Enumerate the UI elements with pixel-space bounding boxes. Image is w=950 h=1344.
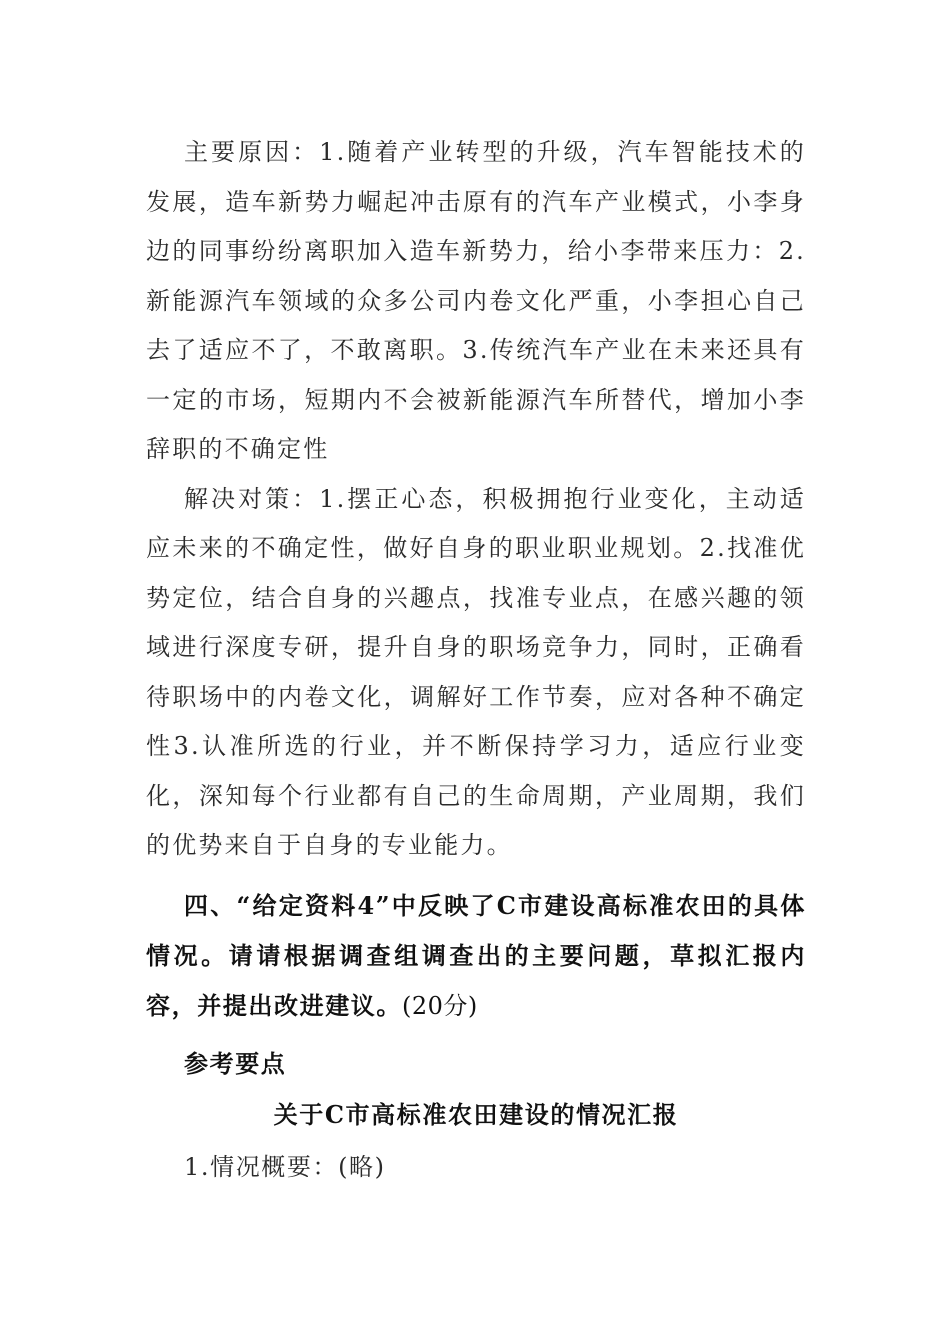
report-item-1: 1.情况概要：(略): [184, 1152, 386, 1181]
paragraph-solutions: 解决对策：1.摆正心态，积极拥抱行业变化，主动适应未来的不确定性，做好自身的职业职业规划。2.找准优势定位，结合自身的兴趣点，找准专业点，在感兴趣的领域进行深度专研，提升自身的职场竞争力，同时，正确看待职场中的内卷文化，调解好工作节奏，应对各种不确定性3.认准所选的行业，并不断保持学习力，适应行业变化，深知每个行业都有自己的生命周期，产业周期，我们的优势来自于自身的专业能力。: [146, 484, 806, 859]
paragraph-reasons: 主要原因：1.随着产业转型的升级，汽车智能技术的发展，造车新势力崛起冲击原有的汽车产业模式，小李身边的同事纷纷离职加入造车新势力，给小李带来压力：2.新能源汽车领域的众多公司内卷文化严重，小李担心自己去了适应不了，不敢离职。3.传统汽车产业在未来还具有一定的市场，短期内不会被新能源汽车所替代，增加小李辞职的不确定性: [146, 138, 806, 463]
question-text: 四、“给定资料4”中反映了C市建设高标准农田的具体情况。请请根据调查组调查出的主要问题，草拟汇报内容，并提出改进建议。: [146, 890, 806, 1020]
question-four: [146, 881, 806, 1031]
question-score: (20分): [402, 991, 478, 1020]
document-page: [146, 128, 806, 1193]
reference-heading: 参考要点: [184, 1048, 287, 1078]
report-title: 关于C市高标准农田建设的情况汇报: [273, 1099, 679, 1129]
